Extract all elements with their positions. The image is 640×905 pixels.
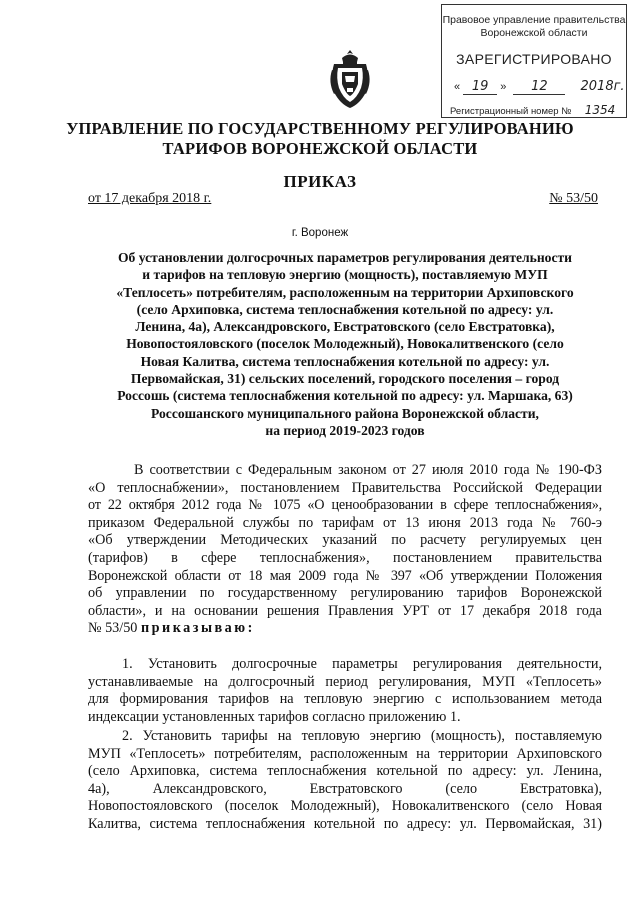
organization-name-line1: УПРАВЛЕНИЕ ПО ГОСУДАРСТВЕННОМУ РЕГУЛИРОВАНИЮ <box>66 119 574 138</box>
subject-line: Новая Калитва, система теплоснабжения котельной по адресу: ул. <box>140 353 550 369</box>
subject-line: и тарифов на тепловую энергию (мощность), поставляемую МУП <box>142 267 548 283</box>
stamp-authority-line1: Правовое управление правительства <box>442 14 626 26</box>
stamp-date-year: 2018г. <box>580 79 625 94</box>
subject-line: Россошанского муниципального района Воронежской области, <box>151 405 539 421</box>
item-1-line: устанавливаемые на долгосрочный период регулирования, МУП «Теплосеть» <box>88 673 602 690</box>
item-2-line: МУП «Теплосеть» потребителям, расположенным на территории Архиповского <box>88 745 602 762</box>
stamp-registration-number <box>450 103 626 118</box>
subject-line: Ленина, 4а), Александровского, Евстратовского (село Евстратовка), <box>135 319 555 335</box>
registration-stamp <box>441 4 627 118</box>
organization-name-line2: ТАРИФОВ ВОРОНЕЖСКОЙ ОБЛАСТИ <box>162 139 478 158</box>
stamp-reg-number-field <box>574 103 626 118</box>
preamble-line: об управлении по государственному регулированию тарифов Воронежской <box>88 585 602 602</box>
subject-line: Первомайская, 31) сельских поселений, городского поселения – город <box>130 371 560 387</box>
preamble-line: «Об утверждении Методических указаний по расчету регулируемых цен <box>88 532 602 549</box>
item-2-paragraph <box>88 728 602 834</box>
preamble-line: приказом Федеральной службы по тарифам от 13 июня 2013 года № 760-э <box>88 514 602 531</box>
subject-line: на период 2019-2023 годов <box>265 422 425 438</box>
subject-line: Об установлении долгосрочных параметров регулирования деятельности <box>117 250 573 265</box>
stamp-date-day-field <box>463 79 497 95</box>
item-2-line: (село Архиповка, система теплоснабжения котельной по адресу: ул. Ленина, <box>88 763 602 780</box>
item-2-line: Калитва, система теплоснабжения котельной по адресу: ул. Первомайская, 31) <box>88 815 602 832</box>
preamble-line: «О теплоснабжении», постановлением Правительства Российской Федерации <box>88 479 602 496</box>
stamp-date-month-field <box>513 79 565 95</box>
issue-city: г. Воронеж <box>291 227 349 239</box>
stamp-reg-number: 1354 <box>584 103 616 117</box>
preamble-final-line <box>88 620 602 638</box>
item-1-line: 1. Установить долгосрочные параметры регулирования деятельности, <box>122 656 602 672</box>
subject-line: (село Архиповка, система теплоснабжения котельной по адресу: ул. <box>136 301 554 317</box>
item-1-paragraph <box>88 656 602 726</box>
preamble-line: области», и на основании решения Правления УРТ от 17 декабря 2018 года <box>88 602 602 619</box>
item-2-line: Новопостояловского (поселок Молодежный), Новокалитвенского (село Новая <box>88 798 602 815</box>
item-2-line: 4а), Александровского, Евстратовского (село Евстратовка), <box>88 780 602 797</box>
preamble-line: Воронежской области от 18 мая 2009 года № 397 «Об утверждении Положения <box>88 567 602 584</box>
coat-of-arms-icon <box>328 48 372 110</box>
stamp-reg-label: Регистрационный номер № <box>450 106 572 117</box>
item-1-line: индексации установленных тарифов согласно приложению 1. <box>88 708 461 725</box>
preamble-line: от 22 октября 2012 года № 1075 «О ценообразовании в сфере теплоснабжения», <box>88 497 602 514</box>
item-1-line: для формирования тарифов на тепловую энергию с использованием метода <box>88 691 602 708</box>
subject-line: Новопостояловского (поселок Молодежный), Новокалитвенского (село <box>126 336 564 352</box>
stamp-authority-line2: Воронежской области <box>480 27 588 39</box>
order-date: от 17 декабря 2018 г. <box>88 191 212 206</box>
order-subject <box>88 249 602 439</box>
subject-line: Россошь (система теплоснабжения котельной по адресу: ул. Маршака, 63) <box>117 388 573 404</box>
stamp-date-close-quote: » <box>500 81 507 93</box>
preamble-line: (тарифов) в сфере теплоснабжения», постановлением правительства <box>88 549 602 566</box>
stamp-date <box>454 79 625 95</box>
stamp-date-open-quote: « <box>454 81 461 93</box>
stamp-date-day: 19 <box>471 79 489 94</box>
preamble-paragraph <box>88 462 602 638</box>
item-2-line: 2. Установить тарифы на тепловую энергию (мощность), поставляемую <box>122 728 602 744</box>
preamble-line: В соответствии с Федеральным законом от 27 июля 2010 года № 190-ФЗ <box>134 462 602 478</box>
document-type-title: ПРИКАЗ <box>283 172 357 191</box>
preamble-order-ref: № 53/50 <box>88 620 141 637</box>
order-number: № 53/50 <box>549 191 598 206</box>
stamp-registered-label: ЗАРЕГИСТРИРОВАНО <box>456 51 612 67</box>
subject-line: «Теплосеть» потребителям, расположенным на территории Архиповского <box>116 284 574 300</box>
order-keyword: приказываю: <box>140 620 255 637</box>
stamp-date-month: 12 <box>531 79 548 94</box>
